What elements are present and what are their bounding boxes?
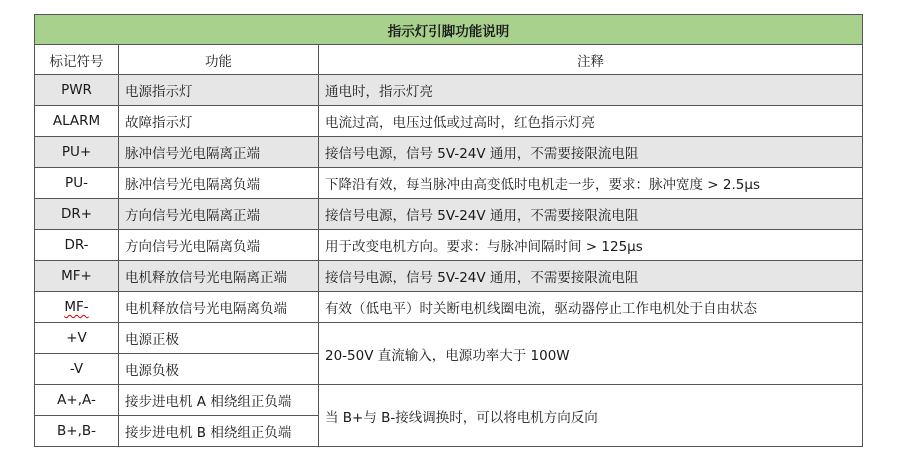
row-function: 脉冲信号光电隔离正端 bbox=[119, 137, 319, 168]
row-note: 下降沿有效，每当脉冲由高变低时电机走一步，要求：脉冲宽度 > 2.5μs bbox=[319, 168, 863, 199]
row-note: 电流过高，电压过低或过高时，红色指示灯亮 bbox=[319, 106, 863, 137]
row-function: 脉冲信号光电隔离负端 bbox=[119, 168, 319, 199]
header-symbol: 标记符号 bbox=[35, 45, 119, 75]
table-row bbox=[35, 230, 863, 261]
table-row bbox=[35, 168, 863, 199]
row-note: 接信号电源，信号 5V-24V 通用，不需要接限流电阻 bbox=[319, 261, 863, 292]
row-symbol: -V bbox=[35, 354, 119, 385]
row-symbol: MF+ bbox=[35, 261, 119, 292]
row-symbol: A+,A- bbox=[35, 385, 119, 416]
table-row bbox=[35, 75, 863, 106]
row-function: 方向信号光电隔离正端 bbox=[119, 199, 319, 230]
header-note: 注释 bbox=[319, 45, 863, 75]
row-function: 接步进电机 B 相绕组正负端 bbox=[119, 416, 319, 447]
row-symbol bbox=[35, 292, 119, 323]
header-function: 功能 bbox=[119, 45, 319, 75]
row-function: 电机释放信号光电隔离负端 bbox=[119, 292, 319, 323]
row-note: 用于改变电机方向。要求：与脉冲间隔时间 > 125μs bbox=[319, 230, 863, 261]
table-row bbox=[35, 106, 863, 137]
row-function: 方向信号光电隔离负端 bbox=[119, 230, 319, 261]
row-function: 接步进电机 A 相绕组正负端 bbox=[119, 385, 319, 416]
table-row bbox=[35, 261, 863, 292]
row-note: 有效（低电平）时关断电机线圈电流，驱动器停止工作电机处于自由状态 bbox=[319, 292, 863, 323]
row-symbol: +V bbox=[35, 323, 119, 354]
row-function: 电源指示灯 bbox=[119, 75, 319, 106]
row-note: 接信号电源，信号 5V-24V 通用，不需要接限流电阻 bbox=[319, 137, 863, 168]
row-function: 故障指示灯 bbox=[119, 106, 319, 137]
table-header-row bbox=[35, 45, 863, 75]
pin-function-table bbox=[34, 14, 863, 447]
table-title: 指示灯引脚功能说明 bbox=[35, 15, 863, 45]
merged-note-power: 20-50V 直流输入，电源功率大于 100W bbox=[319, 323, 863, 385]
row-symbol: DR- bbox=[35, 230, 119, 261]
row-symbol: B+,B- bbox=[35, 416, 119, 447]
table-title-row bbox=[35, 15, 863, 45]
table-row bbox=[35, 199, 863, 230]
row-symbol: PU- bbox=[35, 168, 119, 199]
merged-note-windings: 当 B+与 B-接线调换时，可以将电机方向反向 bbox=[319, 385, 863, 447]
table-row bbox=[35, 323, 863, 354]
table-row bbox=[35, 292, 863, 323]
row-function: 电机释放信号光电隔离正端 bbox=[119, 261, 319, 292]
row-symbol: DR+ bbox=[35, 199, 119, 230]
table-row bbox=[35, 385, 863, 416]
row-symbol: ALARM bbox=[35, 106, 119, 137]
row-symbol: PU+ bbox=[35, 137, 119, 168]
table-row bbox=[35, 137, 863, 168]
row-function: 电源正极 bbox=[119, 323, 319, 354]
row-note: 通电时，指示灯亮 bbox=[319, 75, 863, 106]
row-note: 接信号电源，信号 5V-24V 通用，不需要接限流电阻 bbox=[319, 199, 863, 230]
spellcheck-underlined-symbol: MF- bbox=[64, 299, 89, 315]
row-symbol: PWR bbox=[35, 75, 119, 106]
row-function: 电源负极 bbox=[119, 354, 319, 385]
